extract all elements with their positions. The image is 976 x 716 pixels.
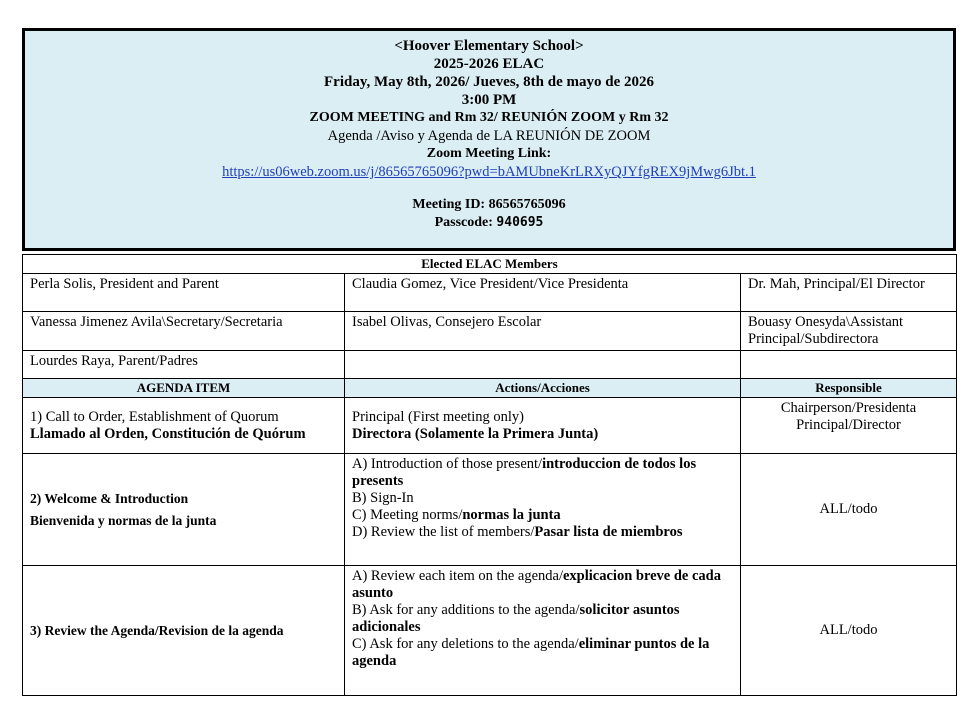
col-header-agenda-item: AGENDA ITEM [23,379,345,398]
action-c [352,507,733,524]
action-text: D) Review the list of members/ [352,524,535,540]
action-b: B) Sign-In [352,490,414,506]
action-text-es: Pasar lista de miembros [534,524,683,540]
agenda-responsible-1 [741,398,957,454]
school-year: 2025-2026 ELAC [433,56,545,72]
agenda-responsible-2: ALL/todo [741,454,957,566]
agenda-notice: Agenda /Aviso y Agenda de LA REUNIÓN DE ZOOM [327,128,651,144]
agenda-item-1 [23,398,345,454]
meeting-date: Friday, May 8th, 2026/ Jueves, 8th de mayo de 2026 [324,74,654,90]
action-b [352,602,733,636]
agenda-actions-1 [345,398,741,454]
member-cell [741,351,957,379]
action-en: Principal (First meeting only) [352,408,524,425]
agenda-row-1 [23,398,957,454]
action-text-es: introduccion de todos los presents [352,456,697,489]
item-title: 3) Review the Agenda/Revision de la agenda [30,622,284,638]
item-title-es: Bienvenida y normas de la junta [30,512,217,528]
zoom-link-label: Zoom Meeting Link: [426,146,552,161]
action-text: B) Ask for any additions to the agenda/ [352,602,580,618]
col-header-actions: Actions/Acciones [345,379,741,398]
col-header-responsible: Responsible [741,379,957,398]
action-text: C) Ask for any deletions to the agenda/ [352,636,579,652]
agenda-table [22,254,957,696]
action-text-es: solicitor asuntos adicionales [352,602,680,635]
action-es: Directora (Solamente la Primera Junta) [352,425,599,442]
action-a [352,456,733,490]
members-title: Elected ELAC Members [23,255,957,274]
member-cell: Dr. Mah, Principal/El Director [741,274,957,312]
agenda-row-3 [23,566,957,696]
passcode-value: 940695 [496,215,544,230]
member-cell: Claudia Gomez, Vice President/Vice Presidenta [345,274,741,312]
action-a [352,568,733,602]
action-text-es: eliminar puntos de la agenda [352,636,710,669]
meeting-id: Meeting ID: 86565765096 [412,197,566,212]
action-c [352,636,733,670]
action-text: A) Introduction of those present/ [352,456,543,472]
agenda-actions-2 [345,454,741,566]
school-name: <Hoover Elementary School> [394,38,584,54]
agenda-document [22,28,956,696]
spacer [25,182,953,196]
members-row [23,312,957,351]
member-cell: Vanessa Jimenez Avila\Secretary/Secretaria [23,312,345,351]
responsible-line: Chairperson/Presidenta [780,400,917,416]
agenda-row-2 [23,454,957,566]
item-title-es: Llamado al Orden, Constitución de Quórum [30,425,306,442]
item-title-en: 1) Call to Order, Establishment of Quorum [30,408,279,425]
agenda-item-3 [23,566,345,696]
action-text-es: normas la junta [462,507,561,523]
meeting-type: ZOOM MEETING and Rm 32/ REUNIÓN ZOOM y Rm 32 [309,110,669,125]
agenda-actions-3 [345,566,741,696]
meeting-header [22,28,956,251]
member-cell: Lourdes Raya, Parent/Padres [23,351,345,379]
agenda-item-2 [23,454,345,566]
meeting-time: 3:00 PM [461,92,517,108]
member-cell [345,351,741,379]
responsible-line: Principal/Director [796,417,901,433]
passcode-label: Passcode: [434,215,497,230]
action-text: A) Review each item on the agenda/ [352,568,563,584]
item-title-en: 2) Welcome & Introduction [30,490,189,506]
passcode [25,214,953,232]
zoom-meeting-link[interactable]: https://us06web.zoom.us/j/86565765096?pwd=bAMUbneKrLRXyQJYfgREX9jMwg6Jbt.1 [222,164,756,180]
members-row [23,274,957,312]
member-cell: Bouasy Onesyda\Assistant Principal/Subdirectora [741,312,957,351]
member-cell: Perla Solis, President and Parent [23,274,345,312]
member-cell: Isabel Olivas, Consejero Escolar [345,312,741,351]
agenda-column-headers [23,379,957,398]
members-row [23,351,957,379]
action-text-es: explicacion breve de cada asunto [352,568,721,601]
action-text: C) Meeting norms/ [352,507,463,523]
agenda-responsible-3: ALL/todo [741,566,957,696]
action-d [352,524,733,541]
